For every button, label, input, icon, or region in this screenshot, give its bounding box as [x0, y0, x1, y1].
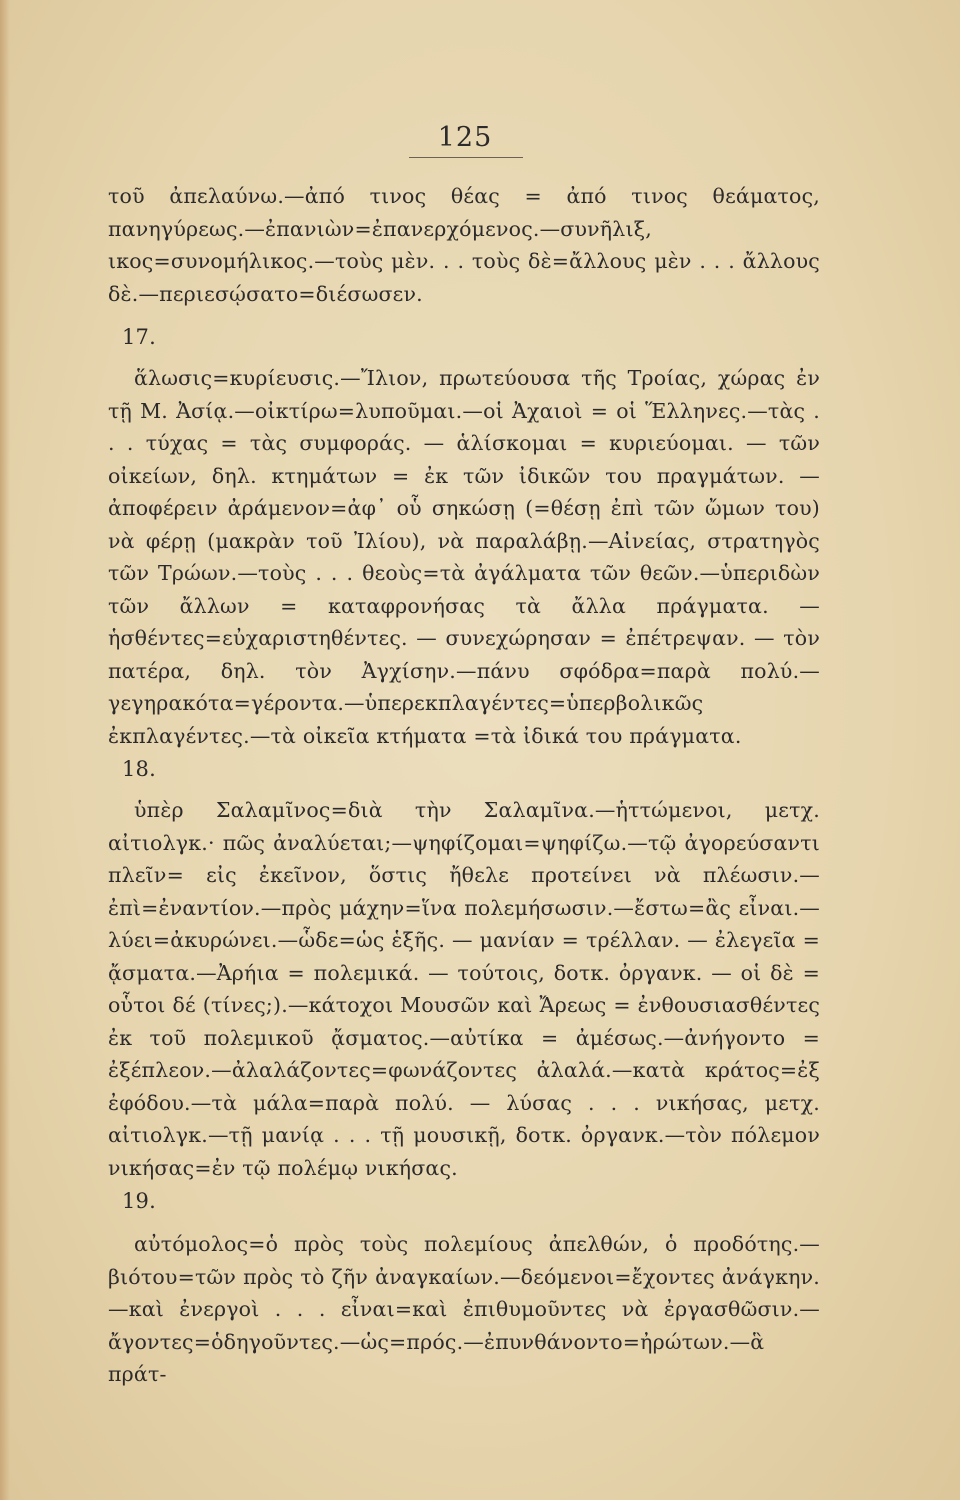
page-number: 125	[437, 122, 493, 153]
paragraph-continuation: τοῦ ἀπελαύνω.—ἀπό τινος θέας = ἀπό τινος θεάματος, πανηγύρεως.—ἐπανιὼν=ἐπανερχόμενος.—συνῆλιξ, ικος=συνομήλικος.—τοὺς μὲν. . . τοὺς δὲ=ἄλλους μὲν . . . ἄλλους δὲ.—περιεσῴσατο=διέσωσεν.	[108, 184, 820, 306]
section-number-18: 18.	[122, 757, 156, 781]
paragraph-section-18: ὑπὲρ Σαλαμῖνος=διὰ τὴν Σαλαμῖνα.—ἡττώμενοι, μετχ. αἰτιολγκ.· πῶς ἀναλύεται;—ψηφίζομαι=ψηφίζω.—τῷ ἀγορεύσαντι πλεῖν= εἰς ἐκεῖνον, ὅστις ἤθελε προτείνει νὰ πλέωσιν.—ἐπὶ=ἐναντίον.—πρὸς μάχην=ἵνα πολεμήσωσιν.—ἔστω=ἂς εἶναι.—λύει=ἀκυρώνει.—ὧδε=ὡς ἑξῆς. — μανίαν = τρέλλαν. — ἐλεγεῖα = ᾄσματα.—Ἀρήια = πολεμικά. — τούτοις, δοτκ. ὀργανκ. — οἱ δὲ = οὗτοι δέ (τίνες;).—κάτοχοι Μουσῶν καὶ Ἄρεως = ἐνθουσιασθέντες ἐκ τοῦ πολεμικοῦ ᾄσματος.—αὐτίκα = ἀμέσως.—ἀνήγοντο = ἐξέπλεον.—ἀλαλάζοντες=φωνάζοντες ἀλαλά.—κατὰ κράτος=ἐξ ἐφόδου.—τὰ μάλα=παρὰ πολύ. — λύσας . . . νικήσας, μετχ. αἰτιολγκ.—τῇ μανίᾳ . . . τῇ μουσικῇ, δοτκ. ὀργανκ.—τὸν πόλεμον νικήσας=ἐν τῷ πολέμῳ νικήσας.	[108, 798, 820, 1180]
page-edge-shadow	[0, 0, 10, 1500]
body-text	[108, 180, 820, 1391]
paragraph-section-17: ἅλωσις=κυρίευσις.—Ἴλιον, πρωτεύουσα τῆς Τροίας, χώρας ἐν τῇ Μ. Ἀσίᾳ.—οἰκτίρω=λυποῦμαι.—οἱ Ἀχαιοὶ = οἱ Ἕλληνες.—τὰς . . . τύχας = τὰς συμφοράς. — ἁλίσκομαι = κυριεύομαι. — τῶν οἰκείων, δηλ. κτημάτων = ἐκ τῶν ἰδικῶν του πραγμάτων. — ἀποφέρειν ἀράμενον=ἀφ᾽ οὗ σηκώσῃ (=θέσῃ ἐπὶ τῶν ὤμων του) νὰ φέρῃ (μακρὰν τοῦ Ἰλίου), νὰ παραλάβῃ.—Αἰνείας, στρατηγὸς τῶν Τρώων.—τοὺς . . . θεοὺς=τὰ ἀγάλματα τῶν θεῶν.—ὑπεριδὼν τῶν ἄλλων = καταφρονήσας τὰ ἄλλα πράγματα. — ἡσθέντες=εὐχαριστηθέντες. — συνεχώρησαν = ἐπέτρεψαν. — τὸν πατέρα, δηλ. τὸν Ἀγχίσην.—πάνυ σφόδρα=παρὰ πολύ.—γεγηρακότα=γέροντα.—ὑπερεκπλαγέντες=ὑπερβολικῶς ἐκπλαγέντες.—τὰ οἰκεῖα κτήματα =τὰ ἰδικά του πράγματα.	[108, 366, 820, 748]
section-number-19: 19.	[122, 1189, 156, 1213]
section-number-17: 17.	[122, 325, 156, 349]
header-rule	[409, 157, 523, 158]
paragraph-section-19: αὐτόμολος=ὁ πρὸς τοὺς πολεμίους ἀπελθών, ὁ προδότης.—βιότου=τῶν πρὸς τὸ ζῆν ἀναγκαίων.—δεόμενοι=ἔχοντες ἀνάγκην.—καὶ ἐνεργοὶ . . . εἶναι=καὶ ἐπιθυμοῦντες νὰ ἐργασθῶσιν.—ἄγοντες=ὁδηγοῦντες.—ὡς=πρός.—ἐπυνθάνοντο=ἠρώτων.—ἃ πράτ-	[108, 1232, 820, 1386]
